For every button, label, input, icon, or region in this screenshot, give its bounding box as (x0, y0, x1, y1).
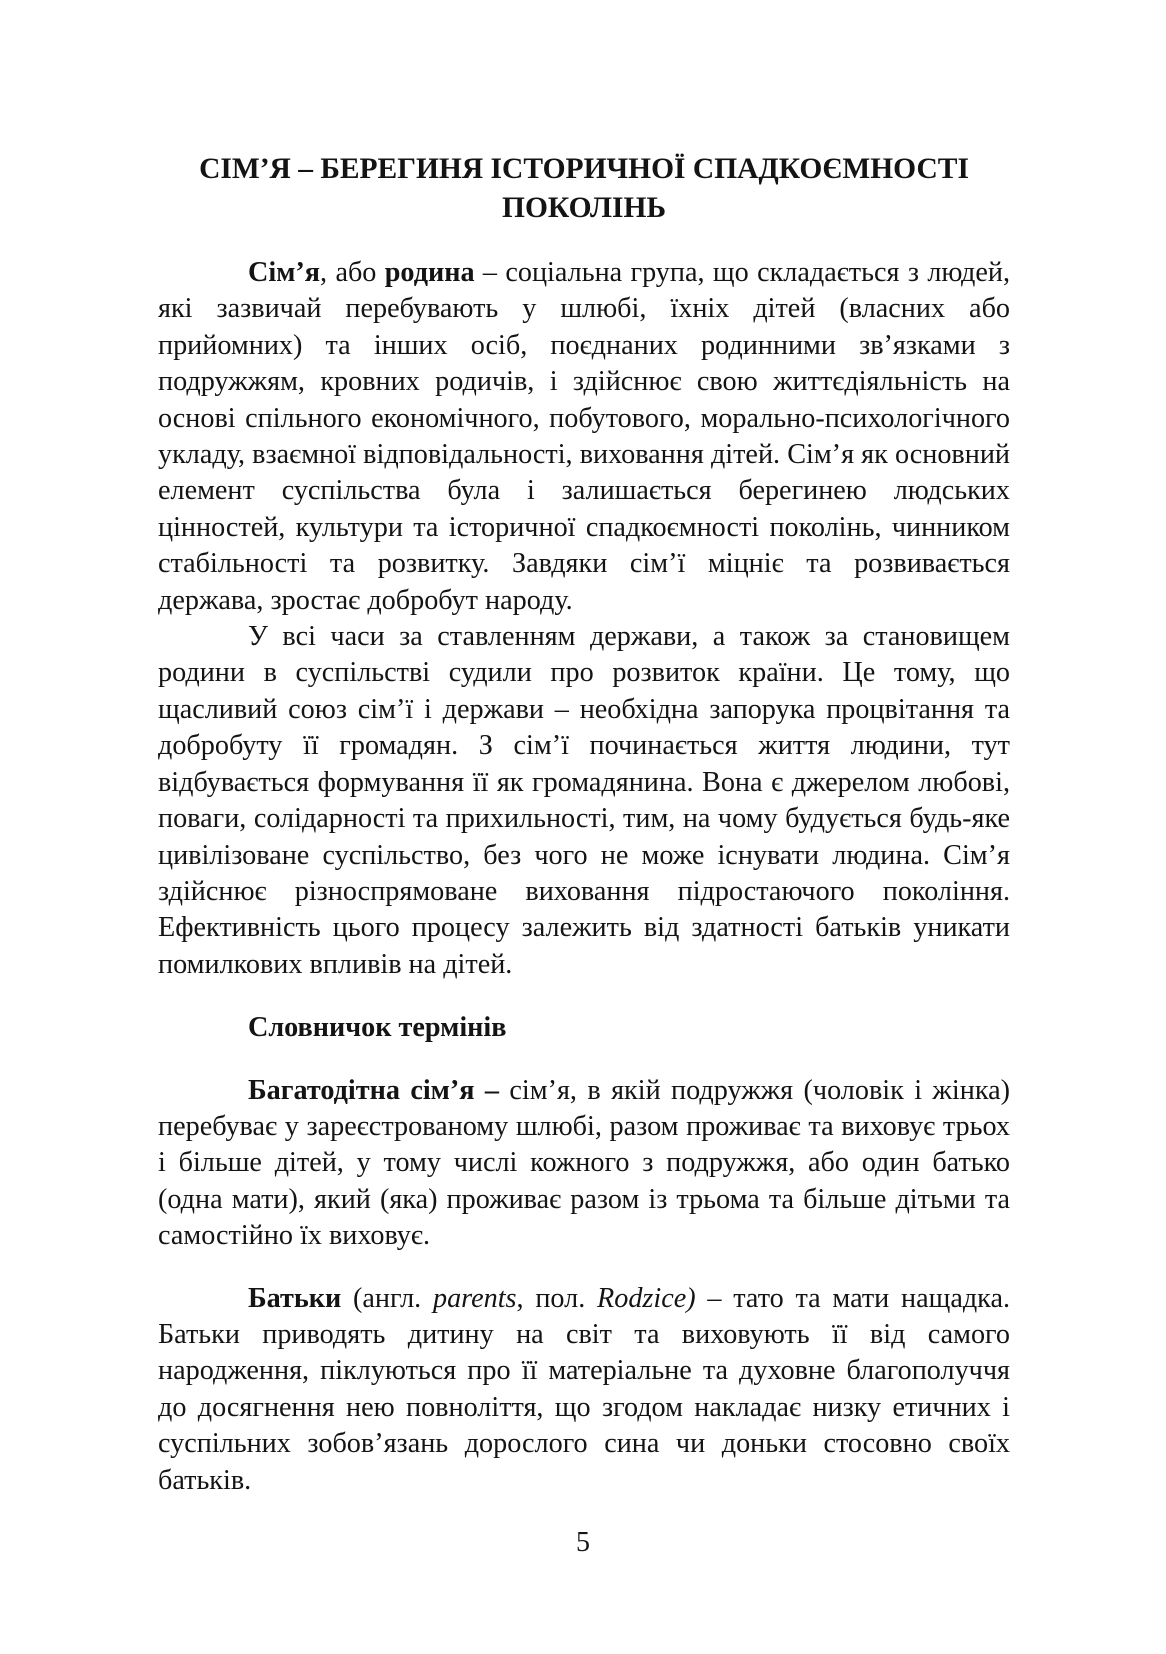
page-title-line-1: СІМ’Я – БЕРЕГИНЯ ІСТОРИЧНОЇ СПАДКОЄМНОСТІ (199, 153, 969, 185)
glossary-definition: – тато та мати нащадка. Батьки приводять дитину на світ та виховують її від самого народження, піклуються про її матеріальне та духовне благополуччя до досягнення нею повноліття, що згодом накладає низку етичних і суспільних зобов’язань дорослого сина чи доньки стосовно своїх батьків. (158, 1282, 1011, 1496)
body-paragraph-2: У всі часи за ставленням держави, а також за становищем родини в суспільстві судили про розвиток країни. Це тому, що щасливий союз сім’ї і держави – необхідна запорука процвітання та добробуту її громадян. З сім’ї починається життя людини, тут відбувається формування її як громадянина. Вона є джерелом любові, поваги, солідарності та прихильності, тим, на чому будується будь-яке цивілізоване суспільство, без чого не може існувати людина. Сім’я здійснює різноспрямоване виховання підростаючого покоління. Ефективність цього процесу залежить від здатності батьків уникати помилкових впливів на дітей. (158, 621, 1010, 980)
document-page (158, 150, 1010, 1499)
glossary-heading: Словничок термінів (248, 1012, 507, 1044)
glossary-polish-term: Rodzice) (597, 1282, 696, 1314)
glossary-note-open: (англ. (341, 1282, 433, 1314)
intro-connector: , або (320, 257, 385, 288)
page-title (158, 150, 1010, 228)
term-simya: Сім’я (248, 257, 321, 288)
glossary-term: Багатодітна сім’я – (248, 1074, 499, 1106)
intro-paragraph (158, 255, 1010, 619)
glossary-entry (158, 1073, 1010, 1255)
glossary-note-mid: , пол. (516, 1282, 598, 1314)
glossary-term: Батьки (248, 1282, 342, 1314)
page-number: 5 (576, 1527, 590, 1558)
page-title-line-2: ПОКОЛІНЬ (502, 192, 666, 224)
glossary-entry (158, 1281, 1010, 1499)
glossary-definition: сім’я, в якій подружжя (чоловік і жінка) перебуває у зареєстрованому шлюбі, разом проживає та виховує трьох і більше дітей, у тому числі кожного з подружжя, або один батько (одна мати), який (яка) проживає разом із трьома та більше дітьми та самостійно їх виховує. (158, 1074, 1010, 1252)
glossary-english-term: parents (432, 1282, 517, 1314)
intro-text: – соціальна група, що складається з людей, які зазвичай перебувають у шлюбі, їхніх дітей (власних або прийомних) та інших осіб, поєднаних родинними зв’язками з подружжям, кровних родичів, і здійснює свою життєдіяльність на основі спільного економічного, побутового, морально-психологічного укладу, взаємної відповідальності, виховання дітей. Сім’я як основний елемент суспільства була і залишається берегинею людських цінностей, культури та історичної спадкоємності поколінь, чинником стабільності та розвитку. Завдяки сім’ї міцніє та розвивається держава, зростає добробут народу. (158, 257, 1010, 616)
term-rodyna: родина (384, 257, 475, 288)
